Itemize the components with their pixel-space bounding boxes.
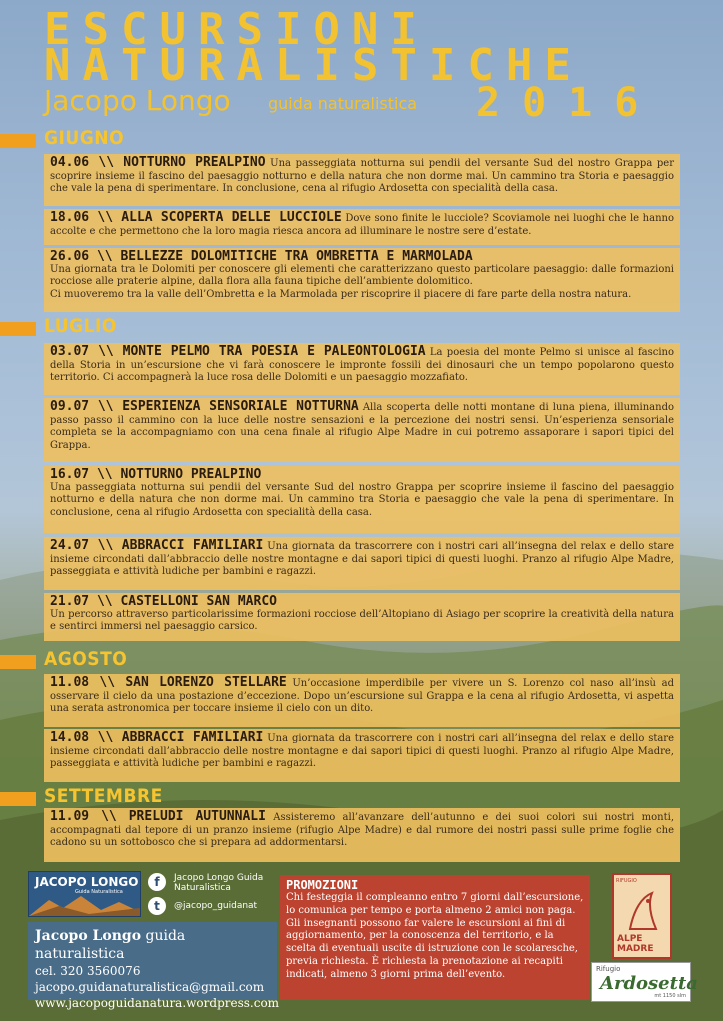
event-description: Una passeggiata notturna sui pendii del versante Sud del nostro Grappa per scoprire insieme il fascino del paesaggio notturno e della natura che non dorme mai. Un cammino tra Storia e paesaggio che vale la pena di sperimentare. In conclusione, cena al rifugio Ardosetta con specialità della casa. <box>50 481 674 518</box>
title-line-1: ESCURSIONI <box>44 4 429 55</box>
logo-title: JACOPO LONGO <box>35 875 139 889</box>
event-item <box>44 248 680 312</box>
event-title: 18.06 \\ ALLA SCOPERTA DELLE LUCCIOLE <box>50 210 342 225</box>
ardosetta-logo <box>591 962 698 1002</box>
event-title: 11.08 \\ SAN LORENZO STELLARE <box>50 675 287 690</box>
event-description: Un’occasione imperdibile per vivere un S. Lorenzo col naso all’insù ad osservare il cielo da una postazione d’eccezione. Dopo un’escursione sul Grappa e la cena al rifugio Ardosetta, vi aspetta una serata astronomica per toccare insieme il cielo con un dito. <box>50 678 674 715</box>
event-item <box>44 593 680 641</box>
event-description: Un percorso attraverso particolarissime formazioni rocciose dell’Altopiano di Asiago per scoprire la creatività della natura e sentirci immersi nel paesaggio carsico. <box>50 608 674 633</box>
promotions-box <box>280 875 590 1000</box>
event-item <box>44 209 680 245</box>
contact-role: guida naturalistica <box>35 928 186 962</box>
event-item <box>44 343 680 395</box>
event-description: Una giornata tra le Dolomiti per conoscere gli elementi che caratterizzano questo particolare paesaggio: dalle formazioni rocciose alle praterie alpine, dalla flora alla fauna tipiche dell’ambiente dolomitico. <box>50 263 674 288</box>
event-description: Una passeggiata notturna sui pendii del versante Sud del nostro Grappa per scoprire insieme il fascino del paesaggio notturno e della natura che non dorme mai. Un cammino tra Storia e paesaggio che vale la pena di sperimentare. In conclusione, cena al rifugio Ardosetta con specialità della casa. <box>50 158 674 195</box>
jacopo-longo-logo <box>28 871 141 917</box>
event-title: 24.07 \\ ABBRACCI FAMILIARI <box>50 538 264 553</box>
month-bar-decoration <box>0 792 36 806</box>
month-bar-decoration <box>0 655 36 669</box>
alpe-madre-logo-top: RIFUGIO <box>616 878 637 884</box>
facebook-icon: f <box>148 873 166 891</box>
event-description: Assisteremo all’avanzare dell’autunno e dei suoi colori sui nostri monti, accompagnati dal tepore di un pranzo insieme (rifugio Alpe Madre) e dal rumore dei nostri passi sulle prime foglie che cadono su un sottobosco che si prepara ad addormentarsi. <box>50 812 674 849</box>
contact-website[interactable]: www.jacopoguidanatura.wordpress.com <box>35 996 280 1010</box>
year: 2016 <box>476 80 661 126</box>
guide-name: Jacopo Longo <box>44 84 231 117</box>
month-bar-decoration <box>0 134 36 148</box>
poster-header <box>0 0 723 125</box>
event-item <box>44 808 680 862</box>
facebook-text: Jacopo Longo Guida Naturalistica <box>174 873 264 893</box>
event-item <box>44 466 680 533</box>
logo-subtitle: Guida Naturalistica <box>75 889 123 895</box>
month-title-settembre: SETTEMBRE <box>44 785 163 807</box>
event-item <box>44 537 680 590</box>
ardosetta-logo-altitude: mt 1150 slm <box>654 993 686 999</box>
twitter-text: @jacopo_guidanat <box>174 901 258 911</box>
mountain-logo-icon <box>29 892 140 916</box>
event-description: Una giornata da trascorrere con i nostri cari all’insegna del relax e dello stare insieme circondati dall’abbraccio delle nostre montagne e dai sapori tipici di questi luoghi. Pranzo al rifugio Alpe Madre, passeggiata e attività ludiche per bambini e ragazzi. <box>50 733 675 770</box>
month-title-luglio: LUGLIO <box>44 315 117 337</box>
event-title: 09.07 \\ ESPERIENZA SENSORIALE NOTTURNA <box>50 399 359 414</box>
event-item <box>44 398 680 462</box>
event-description: Dove sono finite le lucciole? Scoviamole nei luoghi che le hanno accolte e che permettono che la loro magia riesca ancora ad illuminare le nostre sere d’estate. <box>50 213 674 237</box>
ardosetta-logo-top: Rifugio <box>596 965 621 973</box>
event-description: La poesia del monte Pelmo si unisce al fascino della Storia in un’escursione che vi farà conoscere le impronte fossili dei dinosauri che un tempo popolarono questo territorio. Ci accompagnerà la luce rosa delle Dolomiti e un paesaggio mozzafiato. <box>50 347 674 384</box>
event-description: Alla scoperta delle notti montane di luna piena, illuminando passo passo il cammino con la luce delle nostre sensazioni e la percezione dei nostri sensi. Un’esperienza sensoriale completa se la accompagniamo con una cena finale al rifugio Alpe Madre in cui potremo assaporare i sapori tipici del Grappa. <box>50 402 674 451</box>
ardosetta-logo-name: Ardosetta <box>600 973 698 994</box>
twitter-icon: t <box>148 897 166 915</box>
promotions-title: PROMOZIONI <box>286 878 359 892</box>
event-item <box>44 154 680 206</box>
event-title: 03.07 \\ MONTE PELMO TRA POESIA E PALEONTOLOGIA <box>50 344 426 359</box>
month-bar-decoration <box>0 322 36 336</box>
contact-box <box>28 922 280 1010</box>
event-title: 16.07 \\ NOTTURNO PREALPINO <box>50 467 262 482</box>
event-title: 21.07 \\ CASTELLONI SAN MARCO <box>50 594 277 609</box>
promotions-text: Chi festeggia il compleanno entro 7 giorni dall’escursione, lo comunica per tempo e porta almeno 2 amici non paga. Gli insegnanti possono far valere le escursioni ai fini di aggiornamento, per la conoscenza del territorio, e la scelta di eventuali uscite di istruzione con le scolaresche, previa richiesta. È richiesta la prenotazione ai recapiti indicati, almeno 3 giorni prima dell’evento. <box>286 892 584 980</box>
event-title: 04.06 \\ NOTTURNO PREALPINO <box>50 155 266 170</box>
contact-email[interactable]: jacopo.guidanaturalistica@gmail.com <box>35 980 265 994</box>
event-title: 11.09 \\ PRELUDI AUTUNNALI <box>50 809 266 824</box>
event-title: 26.06 \\ BELLEZZE DOLOMITICHE TRA OMBRETTA E MARMOLADA <box>50 249 473 264</box>
guide-subtitle: guida naturalistica <box>268 94 418 113</box>
alpe-madre-logo <box>612 873 672 959</box>
month-title-giugno: GIUGNO <box>44 127 125 149</box>
bird-icon <box>626 889 660 935</box>
alpe-madre-logo-name: ALPE MADRE <box>617 934 654 954</box>
event-description: Una giornata da trascorrere con i nostri cari all’insegna del relax e dello stare insieme circondati dall’abbraccio delle nostre montagne e dai sapori tipici di questi luoghi. Pranzo al rifugio Alpe Madre, passeggiata e attività ludiche per bambini e ragazzi. <box>50 541 675 578</box>
event-item <box>44 729 680 782</box>
contact-name: Jacopo Longo <box>35 928 142 944</box>
event-title: 14.08 \\ ABBRACCI FAMILIARI <box>50 730 264 745</box>
title-line-2: NATURALISTICHE <box>44 40 583 91</box>
event-description-2: Ci muoveremo tra la valle dell’Ombretta e la Marmolada per riscoprire il piacere di fare parte della nostra natura. <box>50 288 632 300</box>
event-item <box>44 674 680 727</box>
month-title-agosto: AGOSTO <box>44 648 128 670</box>
contact-phone[interactable]: cel. 320 3560076 <box>35 964 141 978</box>
